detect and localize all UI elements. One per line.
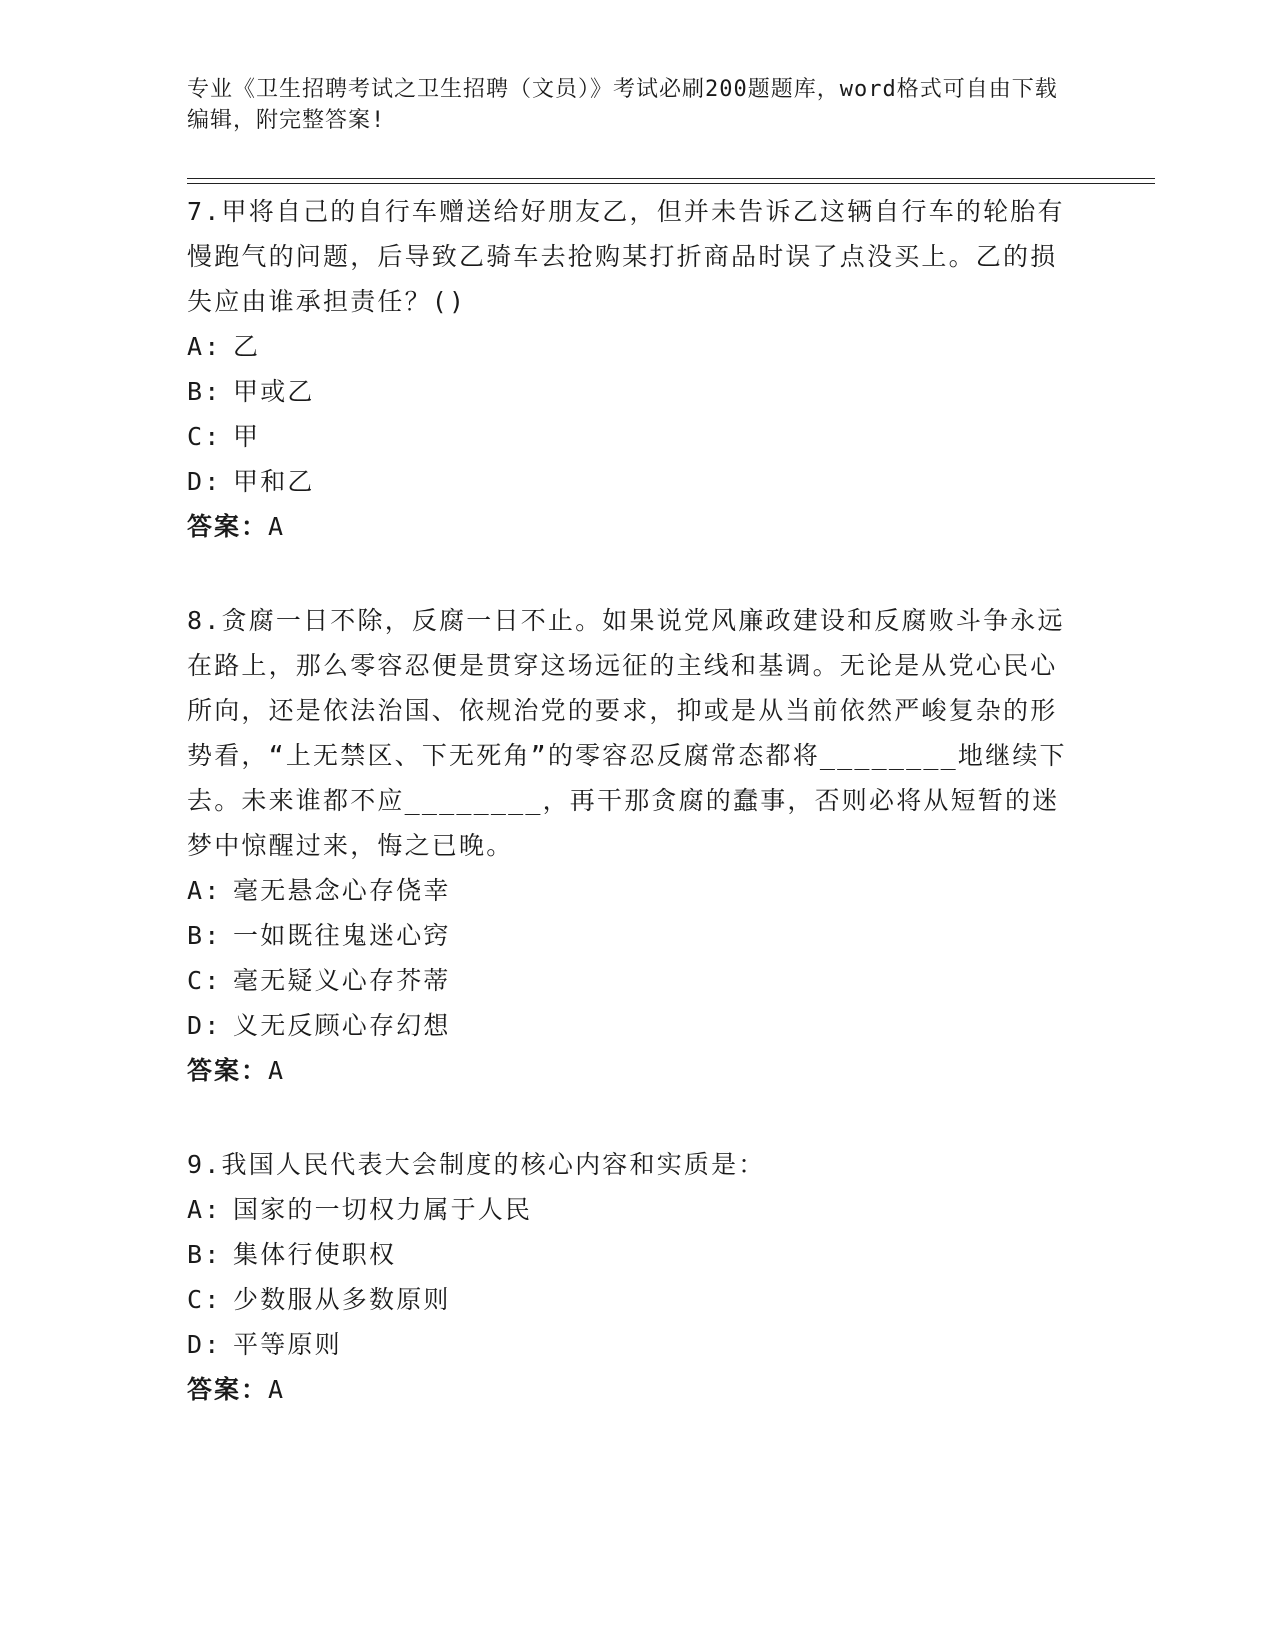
option-d bbox=[187, 1003, 1067, 1048]
option-text: 国家的一切权力属于人民 bbox=[233, 1195, 533, 1224]
option-c bbox=[187, 1277, 1067, 1322]
question-7 bbox=[187, 189, 1067, 549]
answer-line bbox=[187, 504, 1067, 549]
option-a bbox=[187, 868, 1067, 913]
option-key: D: bbox=[187, 1011, 222, 1040]
option-key: C: bbox=[187, 1285, 222, 1314]
option-key: B: bbox=[187, 377, 222, 406]
option-key: A: bbox=[187, 1195, 222, 1224]
option-text: 乙 bbox=[233, 332, 261, 361]
header-divider-top bbox=[187, 178, 1155, 179]
option-key: C: bbox=[187, 422, 222, 451]
answer-label: 答案： bbox=[187, 1375, 269, 1404]
document-header: 专业《卫生招聘考试之卫生招聘（文员）》考试必刷200题题库，word格式可自由下载编辑，附完整答案! bbox=[187, 77, 1058, 133]
question-stem: 8.贪腐一日不除，反腐一日不止。如果说党风廉政建设和反腐败斗争永远在路上，那么零容忍便是贯穿这场远征的主线和基调。无论是从党心民心所向，还是依法治国、依规治党的要求，抑或是从当前依然严峻复杂的形势看，“上无禁区、下无死角”的零容忍反腐常态都将________地继续下去。未来谁都不应________，再干那贪腐的蠢事，否则必将从短暂的迷梦中惊醒过来，悔之已晚。 bbox=[187, 606, 1067, 860]
option-text: 一如既往鬼迷心窍 bbox=[233, 921, 451, 950]
option-d bbox=[187, 459, 1067, 504]
option-key: A: bbox=[187, 876, 222, 905]
question-stem: 9.我国人民代表大会制度的核心内容和实质是： bbox=[187, 1150, 766, 1179]
option-b bbox=[187, 1232, 1067, 1277]
option-key: B: bbox=[187, 921, 222, 950]
option-key: B: bbox=[187, 1240, 222, 1269]
option-c bbox=[187, 414, 1067, 459]
option-text: 毫无悬念心存侥幸 bbox=[233, 876, 451, 905]
option-text: 少数服从多数原则 bbox=[233, 1285, 451, 1314]
option-c bbox=[187, 958, 1067, 1003]
answer-value: A bbox=[268, 512, 284, 541]
option-a bbox=[187, 324, 1067, 369]
option-key: D: bbox=[187, 1330, 222, 1359]
option-key: D: bbox=[187, 467, 222, 496]
answer-value: A bbox=[268, 1375, 284, 1404]
answer-line bbox=[187, 1048, 1067, 1093]
option-text: 平等原则 bbox=[233, 1330, 342, 1359]
option-b bbox=[187, 913, 1067, 958]
question-9 bbox=[187, 1142, 1067, 1412]
option-text: 甲或乙 bbox=[233, 377, 315, 406]
option-b bbox=[187, 369, 1067, 414]
option-text: 集体行使职权 bbox=[233, 1240, 397, 1269]
header-divider-bottom bbox=[187, 183, 1155, 184]
question-stem: 7.甲将自己的自行车赠送给好朋友乙，但并未告诉乙这辆自行车的轮胎有慢跑气的问题，后导致乙骑车去抢购某打折商品时误了点没买上。乙的损失应由谁承担责任？() bbox=[187, 197, 1065, 316]
option-text: 甲 bbox=[233, 422, 261, 451]
option-text: 甲和乙 bbox=[233, 467, 315, 496]
answer-label: 答案： bbox=[187, 512, 269, 541]
option-text: 毫无疑义心存芥蒂 bbox=[233, 966, 451, 995]
option-key: A: bbox=[187, 332, 222, 361]
option-d bbox=[187, 1322, 1067, 1367]
option-text: 义无反顾心存幻想 bbox=[233, 1011, 451, 1040]
option-a bbox=[187, 1187, 1067, 1232]
answer-label: 答案： bbox=[187, 1056, 269, 1085]
question-8 bbox=[187, 598, 1067, 1093]
option-key: C: bbox=[187, 966, 222, 995]
answer-value: A bbox=[268, 1056, 284, 1085]
answer-line bbox=[187, 1367, 1067, 1412]
